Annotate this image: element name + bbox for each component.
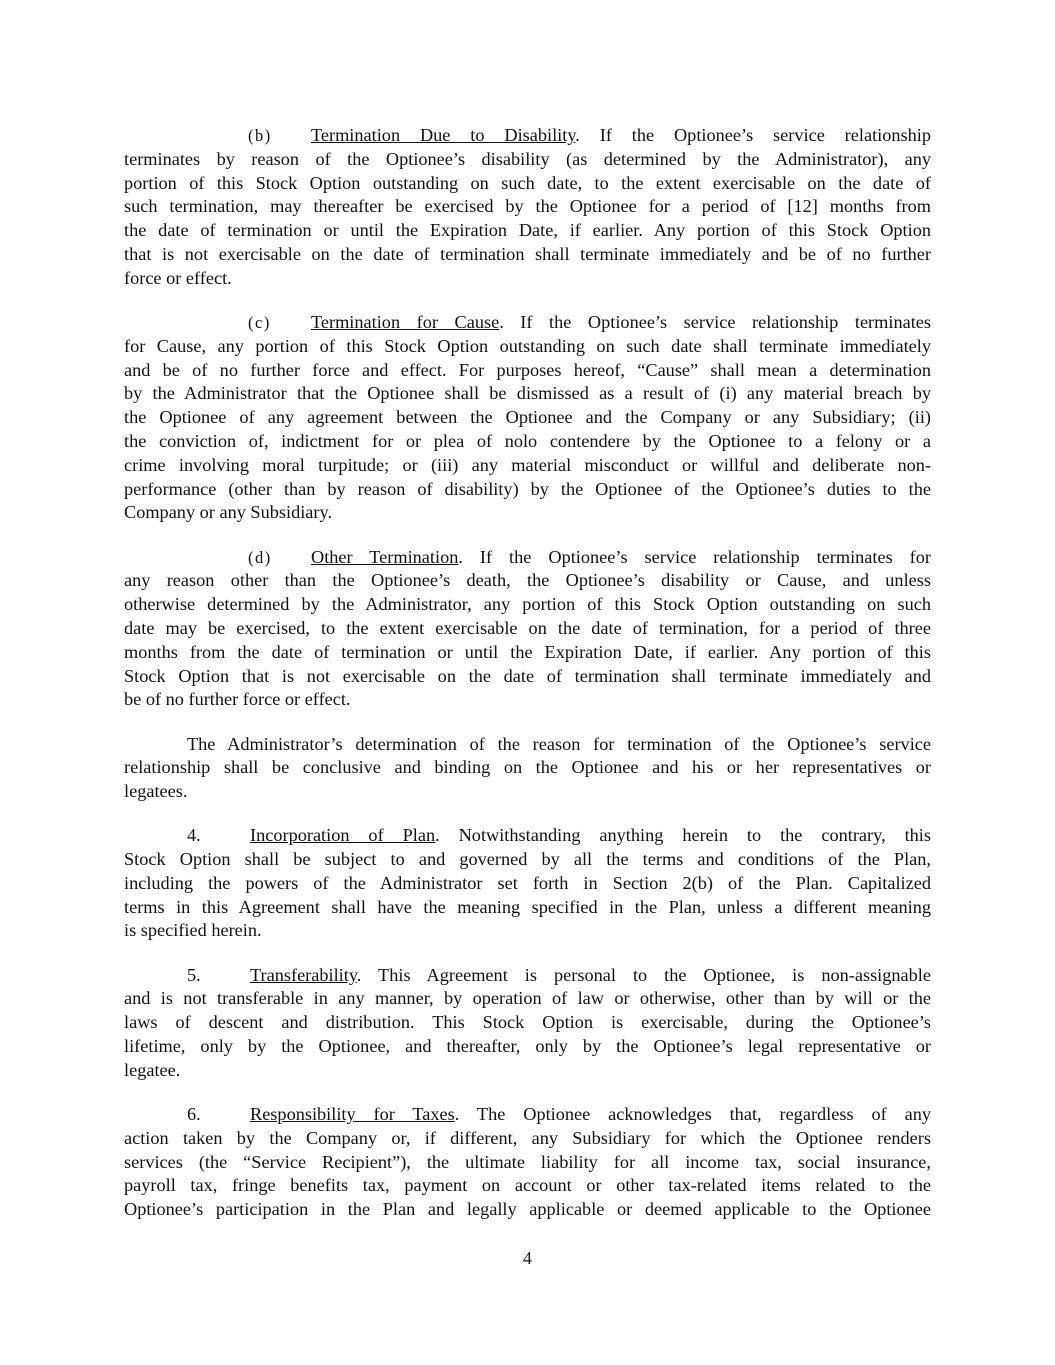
paragraph-line: [124, 430, 931, 454]
paragraph-line: [124, 872, 931, 896]
section-heading: Termination for Cause: [311, 311, 500, 332]
paragraph-first-line: [124, 124, 931, 148]
paragraph-line: [124, 1059, 931, 1083]
paragraph-line: [124, 359, 931, 383]
paragraph-line: [124, 454, 931, 478]
document-body: [124, 124, 931, 1242]
paragraph-text: legatee.: [124, 1059, 181, 1080]
paragraph-line: [124, 569, 931, 593]
paragraph-text: . If the Optionee’s service relationship: [575, 125, 931, 145]
paragraph-line: [124, 501, 931, 525]
paragraph-line: [124, 195, 931, 219]
paragraph-line: [124, 148, 931, 172]
paragraph: [124, 824, 931, 943]
section-heading: Responsibility for Taxes: [250, 1104, 455, 1125]
section-heading: Incorporation of Plan: [250, 825, 436, 846]
paragraph-text: Stock Option shall be subject to and governed by all the terms and conditions of the Plan,: [124, 849, 931, 870]
section-label: (b): [248, 126, 272, 145]
paragraph-text: relationship shall be conclusive and binding on the Optionee and his or her representatives or: [124, 757, 931, 778]
paragraph-text: crime involving moral turpitude; or (iii) any material misconduct or willful and deliberate non-: [124, 454, 931, 475]
paragraph: [124, 311, 931, 525]
paragraph: [124, 124, 931, 291]
paragraph-text: lifetime, only by the Optionee, and thereafter, only by the Optionee’s legal representative or: [124, 1036, 931, 1057]
paragraph-line: [124, 1127, 931, 1151]
paragraph-text: Stock Option that is not exercisable on the date of termination shall terminate immediately and: [124, 665, 931, 686]
paragraph: [124, 733, 931, 804]
paragraph-text: that is not exercisable on the date of termination shall terminate immediately and be of no further: [124, 243, 931, 264]
paragraph-text: terms in this Agreement shall have the meaning specified in the Plan, unless a different meaning: [124, 896, 931, 917]
paragraph-line: [124, 478, 931, 502]
paragraph-text: terminates by reason of the Optionee’s disability (as determined by the Administrator), any: [124, 148, 931, 169]
section-number: 5.: [187, 964, 201, 985]
paragraph-text: portion of this Stock Option outstanding on such date, to the extent exercisable on the date of: [124, 172, 931, 193]
paragraph-text: including the powers of the Administrator set forth in Section 2(b) of the Plan. Capitalized: [124, 872, 931, 893]
paragraph-line: [124, 919, 931, 943]
paragraph-text: performance (other than by reason of disability) by the Optionee of the Optionee’s duties to the: [124, 478, 931, 499]
paragraph-first-line: [124, 824, 931, 848]
paragraph-text: is specified herein.: [124, 920, 262, 941]
paragraph-line: [124, 1011, 931, 1035]
paragraph-line: [124, 896, 931, 920]
paragraph-text: the conviction of, indictment for or plea of nolo contendere by the Optionee to a felony or a: [124, 430, 931, 451]
paragraph-text: . The Optionee acknowledges that, regardless of any: [454, 1104, 932, 1125]
paragraph-line: [124, 172, 931, 196]
paragraph-line: [124, 1151, 931, 1175]
paragraph-text: payroll tax, fringe benefits tax, payment on account or other tax-related items related to the: [124, 1175, 931, 1196]
paragraph-text: laws of descent and distribution. This Stock Option is exercisable, during the Optionee’s: [124, 1012, 931, 1033]
paragraph-text: . If the Optionee’s service relationship terminates for: [458, 546, 931, 567]
paragraph-line: [124, 219, 931, 243]
section-heading: Transferability: [250, 964, 357, 985]
paragraph-text: and is not transferable in any manner, by operation of law or otherwise, other than by will or the: [124, 988, 931, 1009]
paragraph-text: for Cause, any portion of this Stock Option outstanding on such date shall terminate immediately: [124, 335, 931, 356]
paragraph-first-line: [124, 964, 931, 988]
paragraph-text: months from the date of termination or until the Expiration Date, if earlier. Any portion of this: [124, 641, 931, 662]
paragraph-first-line: [124, 733, 931, 757]
paragraph-text: the Optionee of any agreement between the Optionee and the Company or any Subsidiary; (ii): [124, 407, 931, 428]
paragraph-text: such termination, may thereafter be exercised by the Optionee for a period of [12] months from: [124, 196, 931, 217]
paragraph-text: date may be exercised, to the extent exercisable on the date of termination, for a period of three: [124, 617, 931, 638]
paragraph-line: [124, 848, 931, 872]
paragraph-line: [124, 756, 931, 780]
paragraph-text: by the Administrator that the Optionee shall be dismissed as a result of (i) any material breach by: [124, 383, 931, 404]
paragraph-line: [124, 665, 931, 689]
paragraph-line: [124, 406, 931, 430]
paragraph-text: force or effect.: [124, 267, 232, 288]
section-number: 4.: [187, 825, 201, 846]
paragraph-line: [124, 688, 931, 712]
paragraph-first-line: [124, 546, 931, 570]
paragraph-text: any reason other than the Optionee’s death, the Optionee’s disability or Cause, and unless: [124, 570, 931, 591]
paragraph-line: [124, 1174, 931, 1198]
paragraph-text: . Notwithstanding anything herein to the contrary, this: [435, 825, 931, 846]
paragraph-text: otherwise determined by the Administrator, any portion of this Stock Option outstanding on such: [124, 594, 931, 615]
paragraph-text: the date of termination or until the Expiration Date, if earlier. Any portion of this Stock Option: [124, 220, 931, 241]
paragraph-line: [124, 1035, 931, 1059]
paragraph-text: . This Agreement is personal to the Optionee, is non-assignable: [356, 964, 931, 985]
paragraph-line: [124, 641, 931, 665]
paragraph-line: [124, 382, 931, 406]
paragraph-text: Company or any Subsidiary.: [124, 502, 333, 523]
paragraph: [124, 546, 931, 713]
section-label: (c): [248, 312, 271, 332]
section-heading: Termination Due to Disability: [311, 125, 576, 145]
paragraph-first-line: [124, 311, 931, 335]
paragraph-line: [124, 267, 931, 291]
paragraph-text: The Administrator’s determination of the reason for termination of the Optionee’s service: [187, 733, 931, 754]
paragraph-text: Optionee’s participation in the Plan and legally applicable or deemed applicable to the Optionee: [124, 1199, 931, 1220]
paragraph-text: action taken by the Company or, if different, any Subsidiary for which the Optionee renders: [124, 1127, 931, 1148]
paragraph-line: [124, 593, 931, 617]
paragraph-text: . If the Optionee’s service relationship terminates: [499, 311, 932, 332]
paragraph-line: [124, 987, 931, 1011]
paragraph-line: [124, 1198, 931, 1222]
paragraph-first-line: [124, 1103, 931, 1127]
paragraph: [124, 964, 931, 1083]
paragraph-text: be of no further force or effect.: [124, 689, 351, 710]
paragraph-line: [124, 780, 931, 804]
paragraph-line: [124, 617, 931, 641]
paragraph-line: [124, 243, 931, 267]
paragraph: [124, 1103, 931, 1222]
section-number: 6.: [187, 1104, 201, 1125]
section-label: (d): [248, 547, 272, 567]
paragraph-text: services (the “Service Recipient”), the ultimate liability for all income tax, social insurance,: [124, 1151, 931, 1172]
paragraph-text: and be of no further force and effect. For purposes hereof, “Cause” shall mean a determination: [124, 359, 931, 380]
paragraph-line: [124, 335, 931, 359]
paragraph-text: legatees.: [124, 781, 188, 802]
section-heading: Other Termination: [311, 546, 459, 567]
page-number: 4: [522, 1248, 533, 1268]
